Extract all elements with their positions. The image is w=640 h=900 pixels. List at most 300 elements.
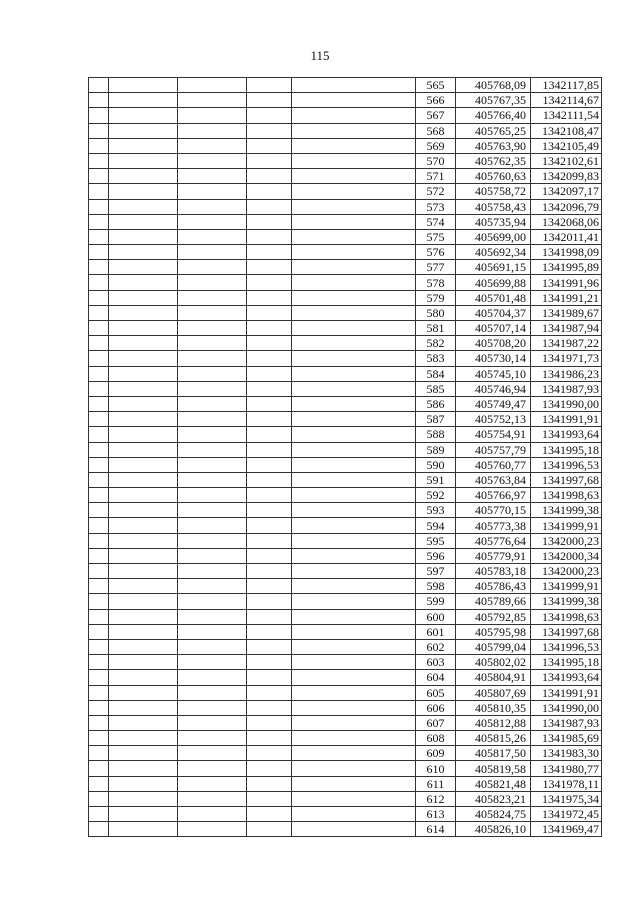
empty-cell xyxy=(247,761,292,776)
empty-cell xyxy=(178,670,247,685)
empty-cell xyxy=(247,412,292,427)
table-row xyxy=(89,123,602,138)
empty-cell xyxy=(109,78,178,93)
empty-cell xyxy=(109,685,178,700)
empty-cell xyxy=(89,609,109,624)
table-row xyxy=(89,822,602,837)
empty-cell xyxy=(109,184,178,199)
empty-cell xyxy=(292,791,416,806)
point-number-cell: 611 xyxy=(416,776,456,791)
empty-cell xyxy=(292,153,416,168)
y-coordinate-cell: 1341999,38 xyxy=(531,594,602,609)
empty-cell xyxy=(247,78,292,93)
y-coordinate-cell: 1342097,17 xyxy=(531,184,602,199)
empty-cell xyxy=(178,639,247,654)
empty-cell xyxy=(292,275,416,290)
empty-cell xyxy=(247,457,292,472)
table-row xyxy=(89,594,602,609)
empty-cell xyxy=(178,564,247,579)
empty-cell xyxy=(89,336,109,351)
x-coordinate-cell: 405758,43 xyxy=(456,199,531,214)
x-coordinate-cell: 405708,20 xyxy=(456,336,531,351)
point-number-cell: 572 xyxy=(416,184,456,199)
table-row xyxy=(89,169,602,184)
x-coordinate-cell: 405792,85 xyxy=(456,609,531,624)
table-row xyxy=(89,715,602,730)
x-coordinate-cell: 405762,35 xyxy=(456,153,531,168)
table-row xyxy=(89,746,602,761)
empty-cell xyxy=(247,381,292,396)
empty-cell xyxy=(178,93,247,108)
y-coordinate-cell: 1341990,00 xyxy=(531,396,602,411)
empty-cell xyxy=(178,503,247,518)
empty-cell xyxy=(89,396,109,411)
empty-cell xyxy=(89,290,109,305)
empty-cell xyxy=(89,457,109,472)
x-coordinate-cell: 405752,13 xyxy=(456,412,531,427)
empty-cell xyxy=(292,579,416,594)
empty-cell xyxy=(89,670,109,685)
empty-cell xyxy=(292,655,416,670)
empty-cell xyxy=(109,518,178,533)
empty-cell xyxy=(178,78,247,93)
empty-cell xyxy=(292,321,416,336)
point-number-cell: 600 xyxy=(416,609,456,624)
point-number-cell: 607 xyxy=(416,715,456,730)
y-coordinate-cell: 1341971,73 xyxy=(531,351,602,366)
x-coordinate-cell: 405749,47 xyxy=(456,396,531,411)
empty-cell xyxy=(247,639,292,654)
empty-cell xyxy=(292,624,416,639)
empty-cell xyxy=(178,442,247,457)
x-coordinate-cell: 405821,48 xyxy=(456,776,531,791)
empty-cell xyxy=(89,381,109,396)
x-coordinate-cell: 405699,88 xyxy=(456,275,531,290)
x-coordinate-cell: 405692,34 xyxy=(456,245,531,260)
empty-cell xyxy=(109,533,178,548)
table-row xyxy=(89,427,602,442)
empty-cell xyxy=(247,715,292,730)
table-row xyxy=(89,321,602,336)
empty-cell xyxy=(247,503,292,518)
x-coordinate-cell: 405766,40 xyxy=(456,108,531,123)
empty-cell xyxy=(247,336,292,351)
empty-cell xyxy=(109,245,178,260)
x-coordinate-cell: 405746,94 xyxy=(456,381,531,396)
y-coordinate-cell: 1341991,91 xyxy=(531,412,602,427)
empty-cell xyxy=(89,761,109,776)
table-row xyxy=(89,153,602,168)
point-number-cell: 601 xyxy=(416,624,456,639)
empty-cell xyxy=(247,93,292,108)
empty-cell xyxy=(292,700,416,715)
empty-cell xyxy=(109,594,178,609)
empty-cell xyxy=(292,746,416,761)
empty-cell xyxy=(292,229,416,244)
x-coordinate-cell: 405758,72 xyxy=(456,184,531,199)
y-coordinate-cell: 1341985,69 xyxy=(531,731,602,746)
y-coordinate-cell: 1341999,91 xyxy=(531,518,602,533)
x-coordinate-cell: 405765,25 xyxy=(456,123,531,138)
empty-cell xyxy=(292,138,416,153)
point-number-cell: 599 xyxy=(416,594,456,609)
point-number-cell: 588 xyxy=(416,427,456,442)
table-row xyxy=(89,366,602,381)
empty-cell xyxy=(89,472,109,487)
empty-cell xyxy=(109,321,178,336)
table-row xyxy=(89,199,602,214)
empty-cell xyxy=(247,229,292,244)
empty-cell xyxy=(89,518,109,533)
empty-cell xyxy=(89,305,109,320)
empty-cell xyxy=(109,381,178,396)
point-number-cell: 609 xyxy=(416,746,456,761)
empty-cell xyxy=(292,123,416,138)
table-row xyxy=(89,245,602,260)
x-coordinate-cell: 405699,00 xyxy=(456,229,531,244)
empty-cell xyxy=(89,184,109,199)
y-coordinate-cell: 1342096,79 xyxy=(531,199,602,214)
empty-cell xyxy=(109,199,178,214)
empty-cell xyxy=(247,427,292,442)
empty-cell xyxy=(292,396,416,411)
x-coordinate-cell: 405826,10 xyxy=(456,822,531,837)
empty-cell xyxy=(89,533,109,548)
page-number: 115 xyxy=(310,48,330,63)
table-row xyxy=(89,78,602,93)
empty-cell xyxy=(89,624,109,639)
empty-cell xyxy=(178,305,247,320)
point-number-cell: 574 xyxy=(416,214,456,229)
y-coordinate-cell: 1341987,94 xyxy=(531,321,602,336)
table-row xyxy=(89,229,602,244)
table-row xyxy=(89,412,602,427)
table-row xyxy=(89,639,602,654)
table-row xyxy=(89,351,602,366)
empty-cell xyxy=(89,123,109,138)
empty-cell xyxy=(89,78,109,93)
table-row xyxy=(89,336,602,351)
y-coordinate-cell: 1342114,67 xyxy=(531,93,602,108)
empty-cell xyxy=(292,169,416,184)
empty-cell xyxy=(247,305,292,320)
y-coordinate-cell: 1341996,53 xyxy=(531,639,602,654)
empty-cell xyxy=(89,321,109,336)
point-number-cell: 570 xyxy=(416,153,456,168)
table-row xyxy=(89,503,602,518)
empty-cell xyxy=(292,305,416,320)
empty-cell xyxy=(109,609,178,624)
empty-cell xyxy=(247,488,292,503)
y-coordinate-cell: 1341995,18 xyxy=(531,655,602,670)
x-coordinate-cell: 405770,15 xyxy=(456,503,531,518)
empty-cell xyxy=(292,822,416,837)
y-coordinate-cell: 1341972,45 xyxy=(531,807,602,822)
empty-cell xyxy=(292,108,416,123)
y-coordinate-cell: 1341999,91 xyxy=(531,579,602,594)
point-number-cell: 610 xyxy=(416,761,456,776)
empty-cell xyxy=(292,290,416,305)
y-coordinate-cell: 1341989,67 xyxy=(531,305,602,320)
empty-cell xyxy=(89,685,109,700)
empty-cell xyxy=(247,685,292,700)
empty-cell xyxy=(109,639,178,654)
empty-cell xyxy=(247,442,292,457)
empty-cell xyxy=(89,275,109,290)
empty-cell xyxy=(109,442,178,457)
x-coordinate-cell: 405701,48 xyxy=(456,290,531,305)
empty-cell xyxy=(89,579,109,594)
point-number-cell: 613 xyxy=(416,807,456,822)
empty-cell xyxy=(109,260,178,275)
x-coordinate-cell: 405776,64 xyxy=(456,533,531,548)
empty-cell xyxy=(89,214,109,229)
empty-cell xyxy=(89,366,109,381)
empty-cell xyxy=(178,548,247,563)
table-row xyxy=(89,579,602,594)
point-number-cell: 597 xyxy=(416,564,456,579)
empty-cell xyxy=(247,609,292,624)
y-coordinate-cell: 1342011,41 xyxy=(531,229,602,244)
y-coordinate-cell: 1342111,54 xyxy=(531,108,602,123)
table-row xyxy=(89,138,602,153)
empty-cell xyxy=(89,153,109,168)
empty-cell xyxy=(292,594,416,609)
empty-cell xyxy=(292,184,416,199)
x-coordinate-cell: 405810,35 xyxy=(456,700,531,715)
x-coordinate-cell: 405760,63 xyxy=(456,169,531,184)
empty-cell xyxy=(292,457,416,472)
empty-cell xyxy=(89,715,109,730)
table-row xyxy=(89,381,602,396)
x-coordinate-cell: 405760,77 xyxy=(456,457,531,472)
y-coordinate-cell: 1341980,77 xyxy=(531,761,602,776)
x-coordinate-cell: 405815,26 xyxy=(456,731,531,746)
empty-cell xyxy=(292,807,416,822)
point-number-cell: 595 xyxy=(416,533,456,548)
empty-cell xyxy=(292,488,416,503)
table-row xyxy=(89,609,602,624)
empty-cell xyxy=(109,655,178,670)
empty-cell xyxy=(247,108,292,123)
empty-cell xyxy=(178,123,247,138)
empty-cell xyxy=(178,579,247,594)
empty-cell xyxy=(89,138,109,153)
x-coordinate-cell: 405795,98 xyxy=(456,624,531,639)
empty-cell xyxy=(178,594,247,609)
empty-cell xyxy=(292,518,416,533)
point-number-cell: 577 xyxy=(416,260,456,275)
x-coordinate-cell: 405767,35 xyxy=(456,93,531,108)
empty-cell xyxy=(247,594,292,609)
empty-cell xyxy=(247,153,292,168)
empty-cell xyxy=(109,123,178,138)
x-coordinate-cell: 405754,91 xyxy=(456,427,531,442)
empty-cell xyxy=(178,715,247,730)
empty-cell xyxy=(89,93,109,108)
empty-cell xyxy=(178,275,247,290)
empty-cell xyxy=(292,472,416,487)
empty-cell xyxy=(247,670,292,685)
empty-cell xyxy=(292,442,416,457)
point-number-cell: 580 xyxy=(416,305,456,320)
empty-cell xyxy=(292,715,416,730)
point-number-cell: 566 xyxy=(416,93,456,108)
point-number-cell: 579 xyxy=(416,290,456,305)
y-coordinate-cell: 1341991,96 xyxy=(531,275,602,290)
empty-cell xyxy=(109,427,178,442)
empty-cell xyxy=(178,321,247,336)
empty-cell xyxy=(109,108,178,123)
point-number-cell: 602 xyxy=(416,639,456,654)
point-number-cell: 604 xyxy=(416,670,456,685)
empty-cell xyxy=(178,822,247,837)
empty-cell xyxy=(89,548,109,563)
point-number-cell: 584 xyxy=(416,366,456,381)
x-coordinate-cell: 405823,21 xyxy=(456,791,531,806)
empty-cell xyxy=(109,351,178,366)
empty-cell xyxy=(178,746,247,761)
empty-cell xyxy=(247,518,292,533)
empty-cell xyxy=(292,548,416,563)
point-number-cell: 586 xyxy=(416,396,456,411)
empty-cell xyxy=(109,472,178,487)
y-coordinate-cell: 1341998,63 xyxy=(531,609,602,624)
point-number-cell: 612 xyxy=(416,791,456,806)
empty-cell xyxy=(247,731,292,746)
empty-cell xyxy=(247,260,292,275)
empty-cell xyxy=(178,351,247,366)
y-coordinate-cell: 1341978,11 xyxy=(531,776,602,791)
empty-cell xyxy=(109,503,178,518)
empty-cell xyxy=(109,457,178,472)
y-coordinate-cell: 1341969,47 xyxy=(531,822,602,837)
empty-cell xyxy=(89,594,109,609)
point-number-cell: 605 xyxy=(416,685,456,700)
y-coordinate-cell: 1341998,09 xyxy=(531,245,602,260)
empty-cell xyxy=(247,123,292,138)
empty-cell xyxy=(109,336,178,351)
point-number-cell: 581 xyxy=(416,321,456,336)
point-number-cell: 569 xyxy=(416,138,456,153)
empty-cell xyxy=(178,624,247,639)
table-row xyxy=(89,624,602,639)
table-row xyxy=(89,670,602,685)
empty-cell xyxy=(247,321,292,336)
point-number-cell: 571 xyxy=(416,169,456,184)
point-number-cell: 589 xyxy=(416,442,456,457)
empty-cell xyxy=(247,624,292,639)
x-coordinate-cell: 405763,84 xyxy=(456,472,531,487)
x-coordinate-cell: 405745,10 xyxy=(456,366,531,381)
y-coordinate-cell: 1341997,68 xyxy=(531,472,602,487)
empty-cell xyxy=(292,260,416,275)
point-number-cell: 576 xyxy=(416,245,456,260)
empty-cell xyxy=(292,199,416,214)
table-row xyxy=(89,214,602,229)
table-row xyxy=(89,731,602,746)
empty-cell xyxy=(292,609,416,624)
empty-cell xyxy=(89,442,109,457)
empty-cell xyxy=(89,776,109,791)
y-coordinate-cell: 1342000,23 xyxy=(531,533,602,548)
y-coordinate-cell: 1341991,21 xyxy=(531,290,602,305)
x-coordinate-cell: 405773,38 xyxy=(456,518,531,533)
empty-cell xyxy=(292,670,416,685)
empty-cell xyxy=(178,685,247,700)
empty-cell xyxy=(89,655,109,670)
empty-cell xyxy=(178,427,247,442)
empty-cell xyxy=(292,503,416,518)
empty-cell xyxy=(109,93,178,108)
table-row xyxy=(89,93,602,108)
table-row xyxy=(89,700,602,715)
empty-cell xyxy=(247,700,292,715)
empty-cell xyxy=(178,761,247,776)
empty-cell xyxy=(89,731,109,746)
empty-cell xyxy=(292,776,416,791)
empty-cell xyxy=(178,731,247,746)
table-row xyxy=(89,791,602,806)
empty-cell xyxy=(178,533,247,548)
point-number-cell: 583 xyxy=(416,351,456,366)
x-coordinate-cell: 405786,43 xyxy=(456,579,531,594)
table-row xyxy=(89,548,602,563)
empty-cell xyxy=(109,761,178,776)
empty-cell xyxy=(247,776,292,791)
empty-cell xyxy=(292,366,416,381)
empty-cell xyxy=(109,670,178,685)
point-number-cell: 575 xyxy=(416,229,456,244)
empty-cell xyxy=(247,807,292,822)
table-row xyxy=(89,807,602,822)
y-coordinate-cell: 1342099,83 xyxy=(531,169,602,184)
point-number-cell: 568 xyxy=(416,123,456,138)
x-coordinate-cell: 405824,75 xyxy=(456,807,531,822)
empty-cell xyxy=(178,153,247,168)
point-number-cell: 608 xyxy=(416,731,456,746)
empty-cell xyxy=(178,260,247,275)
coordinates-table xyxy=(88,77,602,837)
empty-cell xyxy=(89,807,109,822)
empty-cell xyxy=(109,366,178,381)
empty-cell xyxy=(109,412,178,427)
empty-cell xyxy=(292,761,416,776)
empty-cell xyxy=(109,731,178,746)
table-row xyxy=(89,184,602,199)
empty-cell xyxy=(178,655,247,670)
y-coordinate-cell: 1341993,64 xyxy=(531,427,602,442)
empty-cell xyxy=(109,807,178,822)
table-row xyxy=(89,685,602,700)
empty-cell xyxy=(109,715,178,730)
empty-cell xyxy=(109,396,178,411)
empty-cell xyxy=(292,336,416,351)
empty-cell xyxy=(178,700,247,715)
y-coordinate-cell: 1342117,85 xyxy=(531,78,602,93)
point-number-cell: 587 xyxy=(416,412,456,427)
x-coordinate-cell: 405819,58 xyxy=(456,761,531,776)
y-coordinate-cell: 1341975,34 xyxy=(531,791,602,806)
y-coordinate-cell: 1341986,23 xyxy=(531,366,602,381)
empty-cell xyxy=(109,488,178,503)
empty-cell xyxy=(109,564,178,579)
empty-cell xyxy=(89,639,109,654)
y-coordinate-cell: 1341990,00 xyxy=(531,700,602,715)
empty-cell xyxy=(89,229,109,244)
empty-cell xyxy=(247,290,292,305)
empty-cell xyxy=(247,199,292,214)
